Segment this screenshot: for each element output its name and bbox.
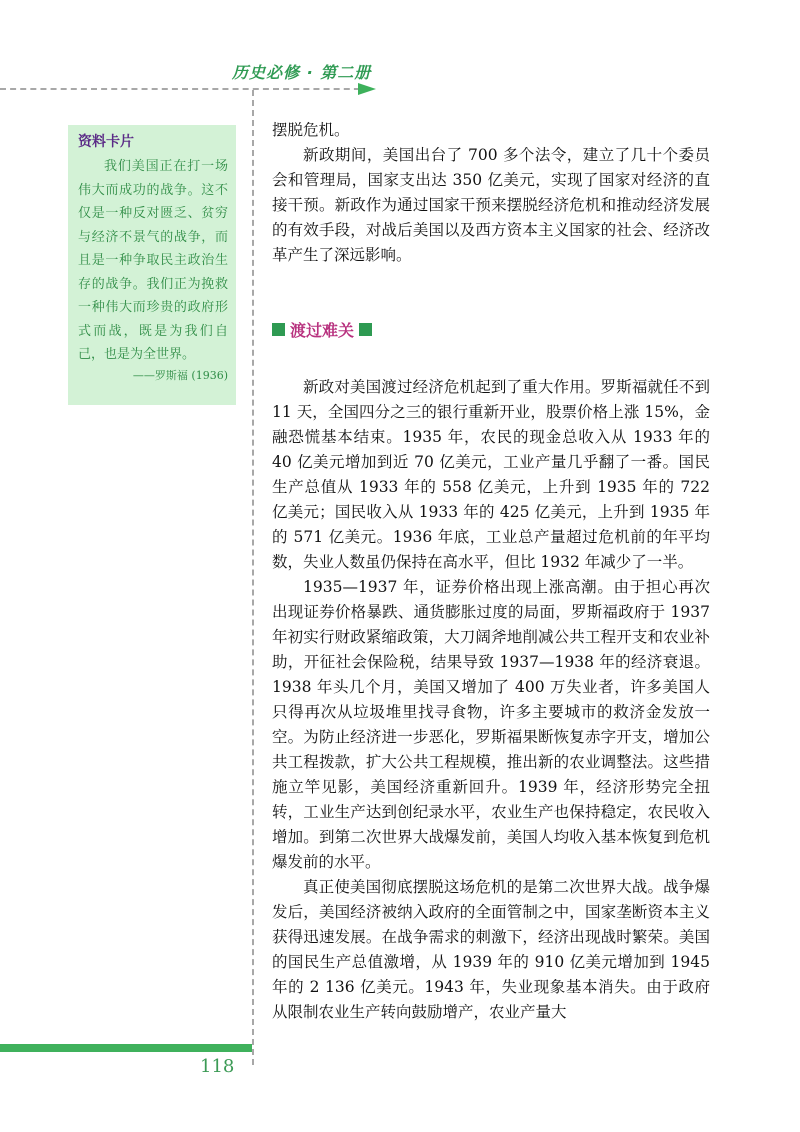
header-dashed-divider xyxy=(0,88,370,90)
footer-green-bar xyxy=(0,1044,252,1052)
reference-card-attribution: ——罗斯福 (1936) xyxy=(132,368,228,382)
page-number: 118 xyxy=(200,1056,235,1077)
section-heading-label: 渡过难关 xyxy=(290,321,355,340)
main-text-column xyxy=(272,118,710,1025)
green-square-icon xyxy=(272,323,285,336)
section-heading xyxy=(272,318,710,341)
header-arrow-icon xyxy=(358,83,376,95)
paragraph-continuation: 摆脱危机。 xyxy=(272,121,350,139)
paragraph: 1935—1937 年，证券价格出现上涨高潮。由于担心再次出现证券价格暴跌、通货膨胀过度的局面，罗斯福政府于 1937 年初实行财政紧缩政策，大刀阔斧地削减公共工程开支和农业补助，开征社会保险税，结果导致 1937—1938 年的经济衰退。1938 年头几个月，美国又增加了 400 万失业者，许多美国人只得再次从垃圾堆里找寻食物，许多主要城市的救济金发放一空。为防止经济进一步恶化，罗斯福果断恢复赤字开支，增加公共工程拨款，扩大公共工程规模，推出新的农业调整法。这些措施立竿见影，美国经济重新回升。1939 年，经济形势完全扭转，工业生产达到创纪录水平，农业生产也保持稳定，农民收入增加。到第二次世界大战爆发前，美国人均收入基本恢复到危机爆发前的水平。 xyxy=(272,578,710,871)
reference-card-body: 我们美国正在打一场伟大而成功的战争。这不仅是一种反对匮乏、贫穷与经济不景气的战争，而且是一种争取民主政治生存的战争。我们正为挽救一种伟大而珍贵的政府形式而战，既是为我们自己，也是为全世界。 xyxy=(78,159,228,362)
paragraph-new-deal-summary: 新政期间，美国出台了 700 多个法令，建立了几十个委员会和管理局，国家支出达 350 亿美元，实现了国家对经济的直接干预。新政作为通过国家干预来摆脱经济危机和推动经济发展的有效手段，对战后美国以及西方资本主义国家的社会、经济改革产生了深远影响。 xyxy=(272,146,710,264)
paragraph: 真正使美国彻底摆脱这场危机的是第二次世界大战。战争爆发后，美国经济被纳入政府的全面管制之中，国家垄断资本主义获得迅速发展。在战争需求的刺激下，经济出现战时繁荣。美国的国民生产总值激增，从 1939 年的 910 亿美元增加到 1945 年的 2 136 亿美元。1943 年，失业现象基本消失。由于政府从限制农业生产转向鼓励增产，农业产量大 xyxy=(272,878,710,1021)
paragraph: 新政对美国渡过经济危机起到了重大作用。罗斯福就任不到 11 天，全国四分之三的银行重新开业，股票价格上涨 15%，金融恐慌基本结束。1935 年，农民的现金总收入从 1933 年的 40 亿美元增加到近 70 亿美元，工业产量几乎翻了一番。国民生产总值从 1933 年的 558 亿美元，上升到 1935 年的 722 亿美元；国民收入从 1933 年的 425 亿美元，上升到 1935 年的 571 亿美元。1936 年底，工业总产量超过危机前的年平均数，失业人数虽仍保持在高水平，但比 1932 年减少了一半。 xyxy=(272,378,710,571)
book-header-title: 历史必修 · 第二册 xyxy=(232,63,372,82)
reference-card-title: 资料卡片 xyxy=(78,134,134,150)
green-square-icon xyxy=(359,323,372,336)
column-dashed-divider xyxy=(252,90,254,1065)
reference-card xyxy=(68,125,236,405)
